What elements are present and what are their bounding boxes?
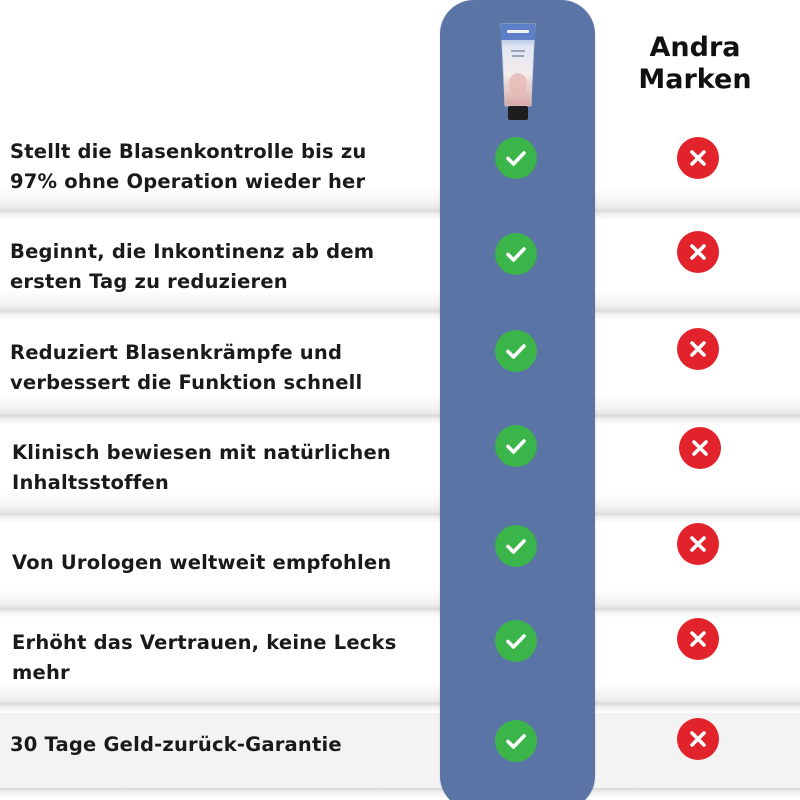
check-icon xyxy=(495,620,537,662)
feature-label-line: Von Urologen weltweit empfohlen xyxy=(12,551,392,574)
feature-label-line: Klinisch bewiesen mit natürlichen xyxy=(12,441,391,464)
feature-label xyxy=(10,338,435,398)
feature-label-line: Inhaltsstoffen xyxy=(12,471,169,494)
cross-icon xyxy=(677,523,719,565)
feature-label-line: Beginnt, die Inkontinenz ab dem xyxy=(10,240,375,263)
check-icon xyxy=(495,425,537,467)
product-tube-image xyxy=(499,22,537,122)
feature-label-line: 30 Tage Geld-zurück-Garantie xyxy=(10,733,342,756)
cross-icon xyxy=(677,137,719,179)
row-divider xyxy=(0,788,800,798)
row-divider xyxy=(0,608,800,618)
cross-icon xyxy=(677,328,719,370)
feature-label xyxy=(12,438,437,498)
cross-icon xyxy=(679,427,721,469)
competitor-header-line2: Marken xyxy=(638,64,752,95)
feature-label-line: mehr xyxy=(12,661,70,684)
row-divider xyxy=(0,310,800,320)
check-icon xyxy=(495,720,537,762)
feature-label xyxy=(12,628,437,688)
feature-label-line: verbessert die Funktion schnell xyxy=(10,371,363,394)
row-divider xyxy=(0,513,800,523)
feature-label xyxy=(10,730,435,760)
check-icon xyxy=(495,525,537,567)
feature-label xyxy=(10,237,435,297)
feature-label-line: Stellt die Blasenkontrolle bis zu xyxy=(10,140,367,163)
feature-label-line: Erhöht das Vertrauen, keine Lecks xyxy=(12,631,397,654)
check-icon xyxy=(495,137,537,179)
feature-label xyxy=(12,548,437,578)
row-divider xyxy=(0,703,800,713)
competitor-header xyxy=(620,32,770,96)
feature-label xyxy=(10,137,435,197)
feature-label-line: 97% ohne Operation wieder her xyxy=(10,170,366,193)
check-icon xyxy=(495,233,537,275)
cross-icon xyxy=(677,718,719,760)
cross-icon xyxy=(677,231,719,273)
competitor-header-line1: Andra xyxy=(649,32,741,63)
check-icon xyxy=(495,330,537,372)
row-divider xyxy=(0,415,800,425)
feature-label-line: Reduziert Blasenkrämpfe und xyxy=(10,341,343,364)
feature-label-line: ersten Tag zu reduzieren xyxy=(10,270,288,293)
cross-icon xyxy=(677,618,719,660)
row-divider xyxy=(0,210,800,220)
